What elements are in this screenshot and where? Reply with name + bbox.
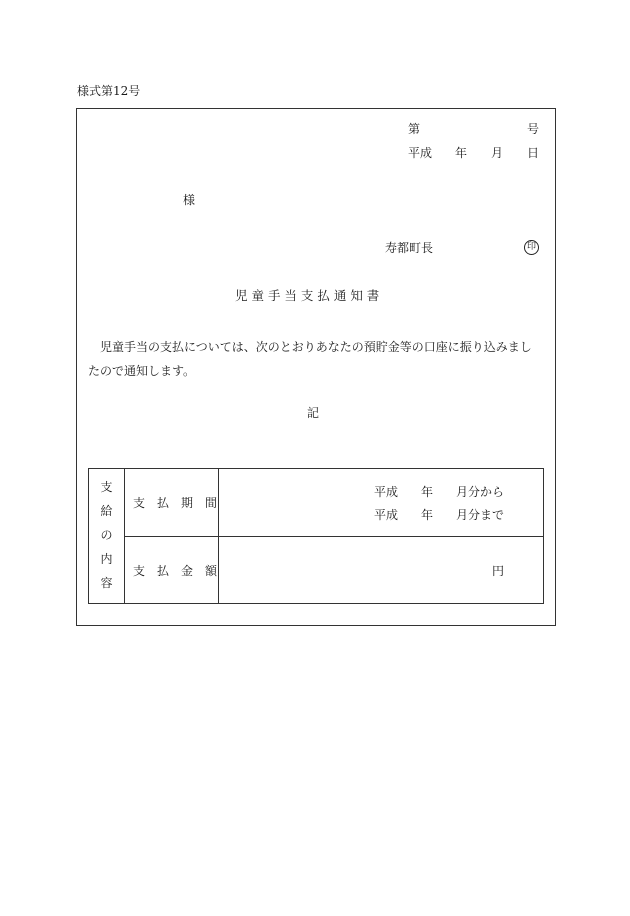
addressee-honorific: 様 — [183, 193, 196, 207]
period-from-year: 年 — [421, 485, 434, 499]
document-title: 児 童 手 当 支 払 通 知 書 — [235, 288, 380, 303]
date-year: 年 — [455, 146, 468, 160]
number-suffix: 号 — [527, 122, 540, 136]
date-day: 日 — [527, 146, 540, 160]
section-char: 内 — [100, 552, 113, 566]
period-to-year: 年 — [421, 508, 434, 522]
period-from-month: 月分から — [456, 485, 505, 499]
amount-unit: 円 — [492, 564, 505, 578]
form-number: 様式第12号 — [77, 84, 141, 98]
number-label: 第 — [408, 122, 421, 136]
ki-label: 記 — [307, 406, 320, 420]
sender-name: 寿都町長 — [385, 241, 434, 255]
table-row-divider — [124, 536, 543, 537]
payment-content-table — [88, 468, 544, 604]
period-label: 支 払 期 間 — [133, 496, 218, 510]
section-char: の — [100, 528, 113, 542]
date-month: 月 — [491, 146, 504, 160]
date-era: 平成 — [408, 146, 433, 160]
period-from-era: 平成 — [374, 485, 399, 499]
period-to-month: 月分まで — [456, 508, 505, 522]
seal-mark: 印 — [524, 240, 539, 255]
notice-body-text: 児童手当の支払については、次のとおりあなたの預貯金等の口座に振り込みましたので通知します。 — [88, 340, 532, 378]
amount-label: 支 払 金 額 — [133, 564, 218, 578]
section-vertical-label — [89, 469, 124, 603]
section-char: 給 — [100, 504, 113, 518]
section-char: 容 — [100, 576, 113, 590]
period-to-era: 平成 — [374, 508, 399, 522]
section-char: 支 — [100, 480, 113, 494]
